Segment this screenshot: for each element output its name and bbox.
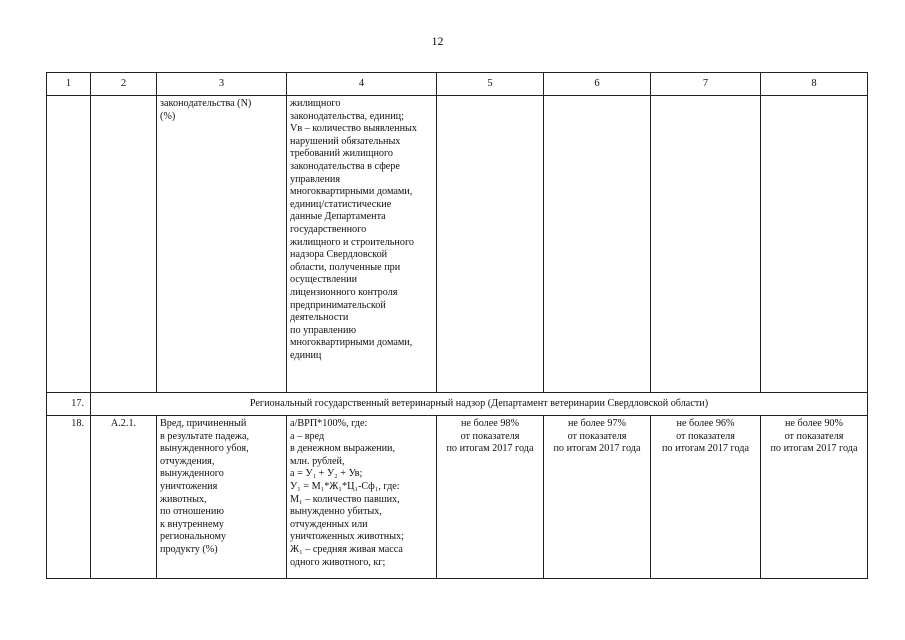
cell-target-6: не более 97% от показателя по итогам 2017 года [544, 416, 651, 579]
section-row [47, 393, 868, 416]
cell-empty [761, 96, 868, 393]
header-col-5: 5 [437, 73, 544, 96]
cell-empty [544, 96, 651, 393]
header-col-7: 7 [651, 73, 761, 96]
cell-target-5: не более 98% от показателя по итогам 2017 года [437, 416, 544, 579]
cell-indicator-name: Вред, причиненный в результате падежа, вынужденного убоя, отчуждения, вынужденного уничтожения животных, по отношению к внутреннему региональному продукту (%) [157, 416, 287, 579]
cell-target-8: не более 90% от показателя по итогам 2017 года [761, 416, 868, 579]
table-row-18 [47, 416, 868, 579]
section-title: Региональный государственный ветеринарный надзор (Департамент ветеринарии Свердловской области) [91, 393, 868, 416]
header-col-3: 3 [157, 73, 287, 96]
indicator-table [46, 72, 868, 579]
cell-indicator-name: законодательства (N) (%) [157, 96, 287, 393]
header-col-1: 1 [47, 73, 91, 96]
table-row-continuation [47, 96, 868, 393]
header-row [47, 73, 868, 96]
cell-formula: жилищного законодательства, единиц; Vв – количество выявленных нарушений обязательных требований жилищного законодательства в сфере управления многоквартирными домами, единиц/статистические данные Департамента государственного жилищного и строительного надзора Свердловской области, полученные при осуществлении лицензионного контроля предпринимательской деятельности по управлению многоквартирными домами, единиц [287, 96, 437, 393]
cell-target-7: не более 96% от показателя по итогам 2017 года [651, 416, 761, 579]
row-code: А.2.1. [91, 416, 157, 579]
cell-formula: а/ВРП*100%, где: а – вред в денежном выражении, млн. рублей, а = У₁ + У₂ + Ув; У₁ = М₁*Ж₁*Ц₁-Сф₁, где: М₁ – количество павших, вынужденно убитых, отчужденных или уничтоженных животных; Ж₁ – средняя живая масса одного животного, кг; [287, 416, 437, 579]
cell-empty [91, 96, 157, 393]
header-col-8: 8 [761, 73, 868, 96]
page-number: 12 [431, 34, 444, 48]
section-number: 17. [47, 393, 91, 416]
cell-empty [651, 96, 761, 393]
cell-empty [47, 96, 91, 393]
row-number: 18. [47, 416, 91, 579]
cell-empty [437, 96, 544, 393]
header-col-2: 2 [91, 73, 157, 96]
header-col-4: 4 [287, 73, 437, 96]
header-col-6: 6 [544, 73, 651, 96]
